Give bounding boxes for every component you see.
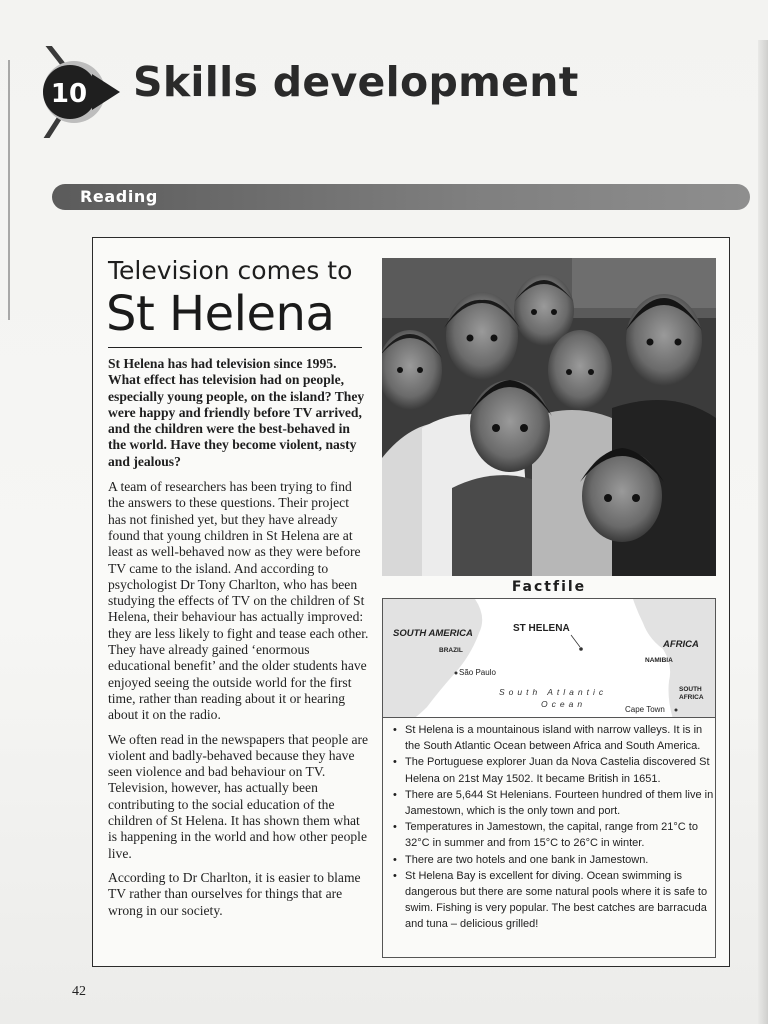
article-paragraph: According to Dr Charlton, it is easier to blame TV rather than ourselves for things that are wrong in our society. bbox=[108, 869, 361, 918]
fact-item bbox=[388, 754, 714, 786]
page-edge-right bbox=[758, 40, 768, 1024]
facts-list bbox=[388, 722, 714, 933]
map-label-south-america: SOUTH AMERICA bbox=[393, 628, 473, 639]
section-label: Reading bbox=[80, 187, 158, 206]
bullet-icon: • bbox=[393, 821, 397, 834]
fact-text: St Helena Bay is excellent for diving. Ocean swimming is dangerous but there are some natural pools where it is safe to swim. Fishing is very popular. The best catches are barracuda and tuna – delicious grilled! bbox=[405, 869, 708, 931]
fact-item bbox=[388, 722, 714, 754]
bullet-icon: • bbox=[393, 788, 397, 801]
children-photo bbox=[382, 258, 716, 576]
map-label-ocean-line2: Ocean bbox=[541, 699, 587, 709]
fact-text: Temperatures in Jamestown, the capital, range from 21°C to 32°C in summer and from 15°C to 26°C in winter. bbox=[405, 821, 698, 850]
page-edge-left bbox=[8, 60, 10, 320]
fact-item bbox=[388, 852, 714, 868]
article-intro: St Helena has had television since 1995. What effect has television had on people, especially young people, on the island? They were happy and friendly before TV arrived, and the children were the best-behaved in the world. Have they become violent, nasty and jealous? bbox=[108, 356, 365, 469]
map-label-south-africa-1: SOUTH bbox=[679, 686, 702, 693]
map-label-south-africa-2: AFRICA bbox=[679, 694, 704, 701]
bullet-icon: • bbox=[393, 869, 397, 882]
fact-text: St Helena is a mountainous island with narrow valleys. It is in the South Atlantic Ocean between Africa and South America. bbox=[405, 724, 703, 753]
bullet-icon: • bbox=[393, 724, 397, 736]
article-paragraph: We often read in the newspapers that people are violent and badly-behaved because they have seen violence and bad behaviour on TV. Television, however, has actually been contributing to the social education of the children of St Helena. It has shown them what is happening in the world and how other people live. bbox=[108, 731, 369, 861]
fact-text: The Portuguese explorer Juan da Nova Castelia discovered St Helena on 21st May 1502. It became British in 1651. bbox=[405, 756, 710, 785]
fact-item bbox=[388, 787, 714, 819]
headline-big: St Helena bbox=[106, 286, 335, 342]
article-body bbox=[108, 356, 370, 927]
fact-text: There are 5,644 St Helenians. Fourteen hundred of them live in Jamestown, which is the only town and port. bbox=[405, 788, 714, 818]
bullet-icon: • bbox=[393, 756, 397, 769]
headline-small: Television comes to bbox=[108, 256, 353, 285]
map-label-namibia: NAMIBIA bbox=[645, 657, 673, 664]
unit-badge bbox=[36, 46, 128, 138]
unit-number: 10 bbox=[50, 79, 88, 109]
map-label-cape-town: Cape Town bbox=[625, 705, 665, 714]
unit-title: Skills development bbox=[133, 58, 579, 106]
fact-text: There are two hotels and one bank in Jamestown. bbox=[405, 853, 649, 866]
article-paragraph: A team of researchers has been trying to find the answers to these questions. Their project has not finished yet, but they have already found that young children in St Helena are at least as well-behaved now as they were before TV came to the island. And according to psychologist Dr Tony Charlton, who has been studying the effects of TV on the children of St Helena, their behaviour has actually improved: they are less likely to fight and tease each other. They have already gained ‘enormous educational benefit’ and the older students have enjoyed seeing the outside world for the first time, rather than reading about it or hearing about it on the radio. bbox=[108, 479, 369, 723]
factfile-map bbox=[382, 598, 716, 718]
bullet-icon: • bbox=[393, 853, 397, 866]
map-label-sao-paulo: São Paulo bbox=[459, 668, 496, 677]
fact-item bbox=[388, 819, 714, 851]
factfile-title: Factfile bbox=[511, 579, 587, 595]
map-label-africa: AFRICA bbox=[663, 639, 699, 650]
page-number: 42 bbox=[72, 984, 86, 999]
map-label-brazil: BRAZIL bbox=[439, 647, 463, 654]
fact-item bbox=[388, 868, 714, 933]
map-label-st-helena: ST HELENA bbox=[513, 623, 570, 634]
map-label-ocean-line1: South Atlantic bbox=[499, 687, 608, 697]
headline-rule bbox=[108, 347, 362, 348]
